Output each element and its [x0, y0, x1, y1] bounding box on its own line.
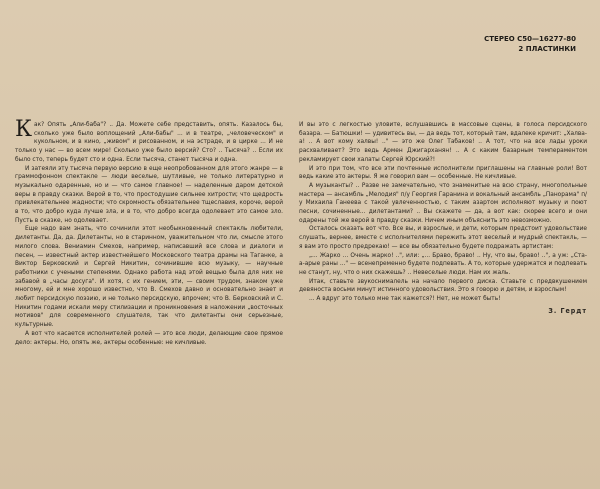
right-text-column [299, 120, 587, 315]
paragraph: А вот что касается исполнителей ролей — это все люди, делающие свое прямое дело: актеры. Но, опять же, актеры особенные: не кичливые. [15, 328, 283, 346]
catalog-header [484, 34, 576, 54]
paragraph: ... А вдруг это только мне так кажется?! Нет, не может быть! [309, 294, 501, 303]
left-text-column [15, 117, 283, 346]
drop-cap: К [15, 117, 33, 142]
paragraph-text: ак? Опять „Али-баба"? .. Да. Можете себе представить, опять. Казалось бы, сколько уже было воплощений „Али-бабы" ... и в театре, „человеческом" и кукольном, и в кино, „живом" и рисованном, и на эстраде, и в цирке ... И не только у нас — во всем мире! Сколько уже было версий? Сто? .. Тысяча? .. Если их было сто, теперь будет сто и одна. Если тысяча, станет тысяча и одна. [15, 120, 283, 163]
paragraph: Еще надо вам знать, что сочинили этот необыкновенный спектакль любители, дилетанты. Да, да. Дилетанты, но в старинном, уважительном что ли, смысле этого милого слова. Вениамин Смехов, например, написавший все слова и диалоги и песен, — известный актер известнейшего Московского театра драмы на Таганке, а Виктор Берковский и Сергей Никитин, сочинившие всю музыку, — научные работники с учеными степенями. Однако работа над этой вещью была для них не забавой в „часы досуга". И хотя, с их гением, эти, — своим трудом, знаком уже многому, ей и мне хорошо известно, что В. Смехов давно и основательно знает и любит персидскую поэзию, и не только персидскую, впрочем; что В. Берковский и С. Никитин годами искали меру стилизации и проникновения в наложении „восточных мотивов" для современного слушателя, так что дилетанты они серьезные, культурные. [15, 224, 283, 329]
paragraph: И затеяли эту тысяча первую версию в еще неопробованном для этого жанре — в граммофонном спектакле — люди веселые, шутливые, не только литературно и музыкально одаренные, но и — что самое главное! — наделенные даром детской веры в правду сказки. Верой в то, что простодушие сильнее хитрости; что щедрость привлекательнее жадности; что скромность обязательнее тщеславия, короче, верой в то, что добро куда лучше зла, и в то, что добро всегда одолевает это самое зло. Пусть в сказке, но одолевает. [15, 163, 283, 224]
author-signature: З. Гердт [548, 306, 587, 315]
paragraph [15, 117, 283, 164]
paragraph: А музыканты? .. Разве не замечательно, что знаменитые на всю страну, многопольные мастера — ансамбль „Мелодия" п/у Георгия Гаранина и вокальный ансамбль „Панорама" п/у Михаила Ганеева с такой увлеченностью, с таким азартом исполняют музыку и поют песни, сочиненные... дилетантами? .. Вы скажете — да, а вот как: скорее всего и они одарены той же верой в правду сказки. Ничем иным объяснить это невозможно. [299, 180, 587, 224]
catalog-number: СТЕРЕО С50—16277-80 [484, 35, 576, 43]
paragraph: Итак, ставьте звукоснималель на начало первого диска. Ставьте с предвкушением девяноста восьми минут истинного удовольствия. Это я говорю и детям, и взрослым! [299, 276, 587, 294]
paragraph: И вы это с легкостью уловите, вслушавшись в массовые сцены, в голоса персидского базара. — Батюшки! — удивитесь вы, — да ведь тот, который там, вдалеке кричит: „Халва-а! .. А вот кому халвы! .." — это же Олег Табаков! .. А тот, что на все лады уроки расхваливает? Это ведь Армен Джигарханян! .. А с каким базарным темпераментом рекламирует свои халаты Сергей Юрский?! [299, 120, 587, 163]
paragraph: „... Жарко ... Очень жарко! ..", или: „... Браво, браво! .. Ну, что вы, браво! ..", а уж: „Ста-а-арые раны ..." — всенепременно будете подпевать. А то, которые удержатся и подпевать не станут, ну, что о них скажешь? .. Невеселые люди. Нам их жаль. [299, 250, 587, 276]
paragraph: И это при том, что все эти почтенные исполнители приглашены на главные роли! Вот ведь какие это актеры. Я же говорил вам — особенные. Не кичливые. [299, 163, 587, 181]
disc-count: 2 ПЛАСТИНКИ [518, 45, 576, 53]
paragraph: Осталось сказать вот что. Все вы, и взрослые, и дети, которым предстоит удовольствие слушать, вернее, вместе с исполнителями пережить этот веселый и мудрый спектакль, — я вам это просто предрекаю! — все вы обязательно будете подражать артистам: [299, 224, 587, 250]
